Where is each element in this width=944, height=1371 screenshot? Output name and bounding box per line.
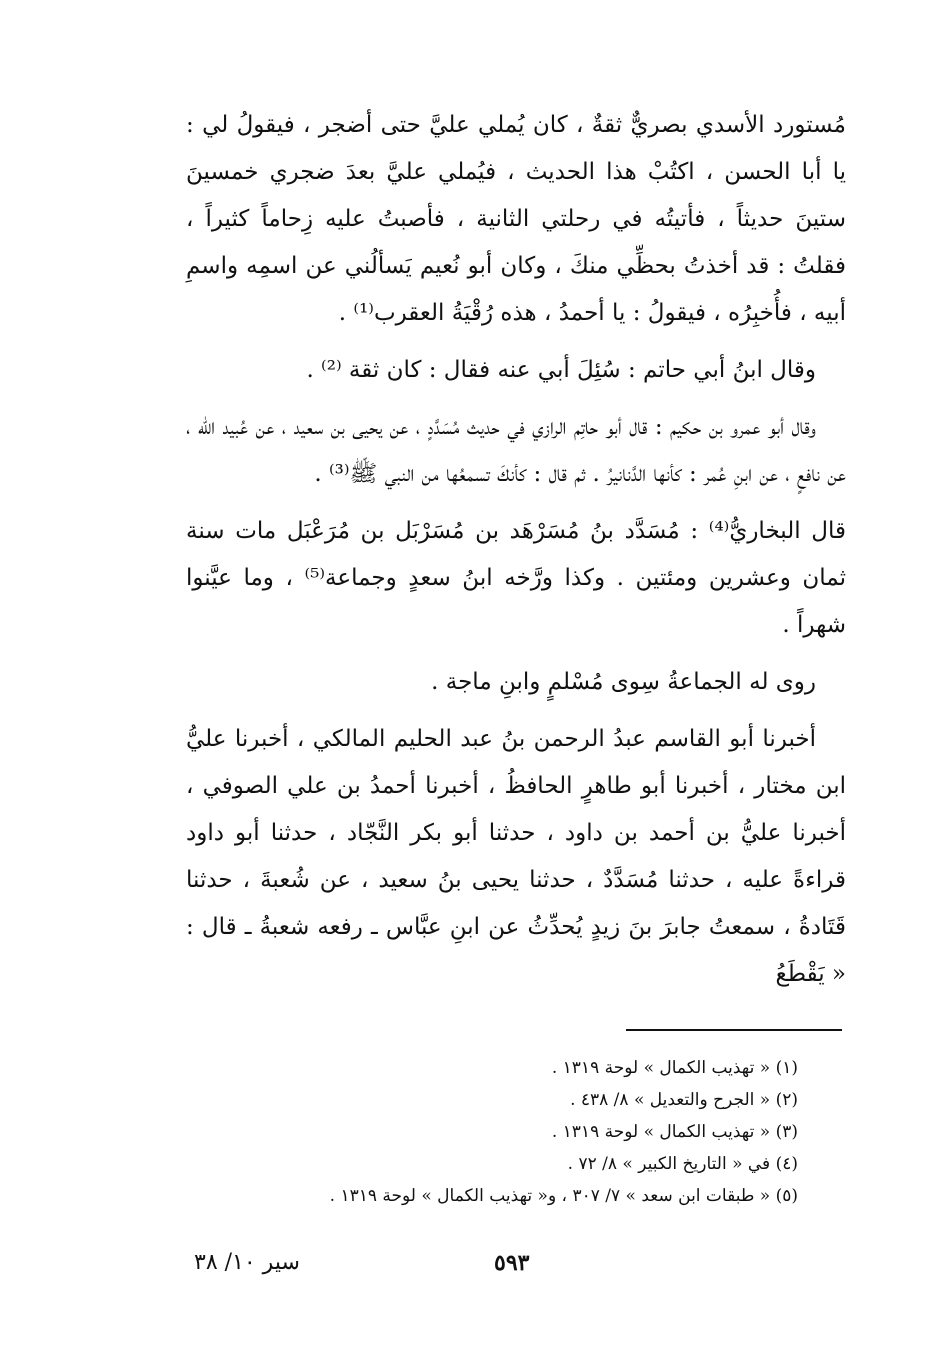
- paragraph: روى له الجماعةُ سِوى مُسْلمٍ وابنِ ماجة .: [431, 669, 816, 695]
- footnote-separator: [626, 1029, 842, 1031]
- paragraph: قال البخاريُّ⁽⁴⁾ : مُسَدَّد بنُ مُسَرْهَد بن مُسَرْبَل بن مُرَعْبَل مات سنة ثمان وعشرين ومئتين . وكذا ورَّخه ابنُ سعدٍ وجماعة⁽⁵⁾ ، وما عيَّنوا شهراً .: [186, 518, 846, 638]
- paragraph: وقال ابنُ أبي حاتم : سُئِلَ أبي عنه فقال : كان ثقة ⁽²⁾ .: [306, 357, 816, 383]
- paragraph: وقال أبو عمرو بن حكيم : قال أبو حاتِم الرازي في حديث مُسَدَّدٍ ، عن يحيى بن سعيد ، عن عُبيد الله ، عن نافعٍ ، عن ابنِ عُمر : كأنها الدَّنانيرُ . ثم قال : كأنكَ تسمعُها من النبي ﷺ⁽³⁾ .: [186, 414, 846, 487]
- footnote: (٥) « طبقات ابن سعد » ٧/ ٣٠٧ ، و« تهذيب الكمال » لوحة ١٣١٩ .: [329, 1186, 798, 1206]
- footnote: (١) « تهذيب الكمال » لوحة ١٣١٩ .: [551, 1058, 798, 1078]
- paragraph: مُستورد الأسدي بصريٌّ ثقةٌ ، كان يُملي عليَّ حتى أضجر ، فيقولُ لي : يا أبا الحسن ، اكتُبْ هذا الحديث ، فيُملي عليَّ بعدَ ضجري خمسينَ ستينَ حديثاً ، فأتيتُه في رحلتي الثانية ، فأصبتُ عليه زِحاماً كثيراً ، فقلتُ : قد أخذتُ بحظِّي منكَ ، وكان أبو نُعيم يَسألُني عن اسمِه واسمِ أبيه ، فأُخبِرُه ، فيقولُ : يا أحمدُ ، هذه رُقْيَةُ العقرب⁽¹⁾ .: [186, 112, 846, 326]
- paragraph: أخبرنا أبو القاسم عبدُ الرحمن بنُ عبد الحليم المالكي ، أخبرنا عليُّ ابن مختار ، أخبرنا أبو طاهرٍ الحافظُ ، أخبرنا أحمدُ بن علي الصوفي ، أخبرنا عليُّ بن أحمد بن داود ، حدثنا أبو بكر النَّجّاد ، حدثنا أبو داود قراءةً عليه ، حدثنا مُسَدَّدٌ ، حدثنا يحيى بنُ سعيد ، عن شُعبةَ ، حدثنا قَتَادةُ ، سمعتُ جابرَ بنَ زيدٍ يُحدِّثُ عن ابنِ عبَّاس ـ رفعه شعبةُ ـ قال : « يَقْطَعُ: [186, 726, 846, 987]
- footnotes: [290, 1052, 798, 1212]
- printer-signature: سير ١٠/ ٣٨: [194, 1250, 300, 1275]
- footnote: (٤) في « التاريخ الكبير » ٨/ ٧٢ .: [567, 1154, 798, 1174]
- footnote: (٢) « الجرح والتعديل » ٨/ ٤٣٨ .: [570, 1090, 798, 1110]
- footnote: (٣) « تهذيب الكمال » لوحة ١٣١٩ .: [551, 1122, 798, 1142]
- main-text: [186, 102, 846, 998]
- page-number: ٥٩٣: [494, 1250, 530, 1276]
